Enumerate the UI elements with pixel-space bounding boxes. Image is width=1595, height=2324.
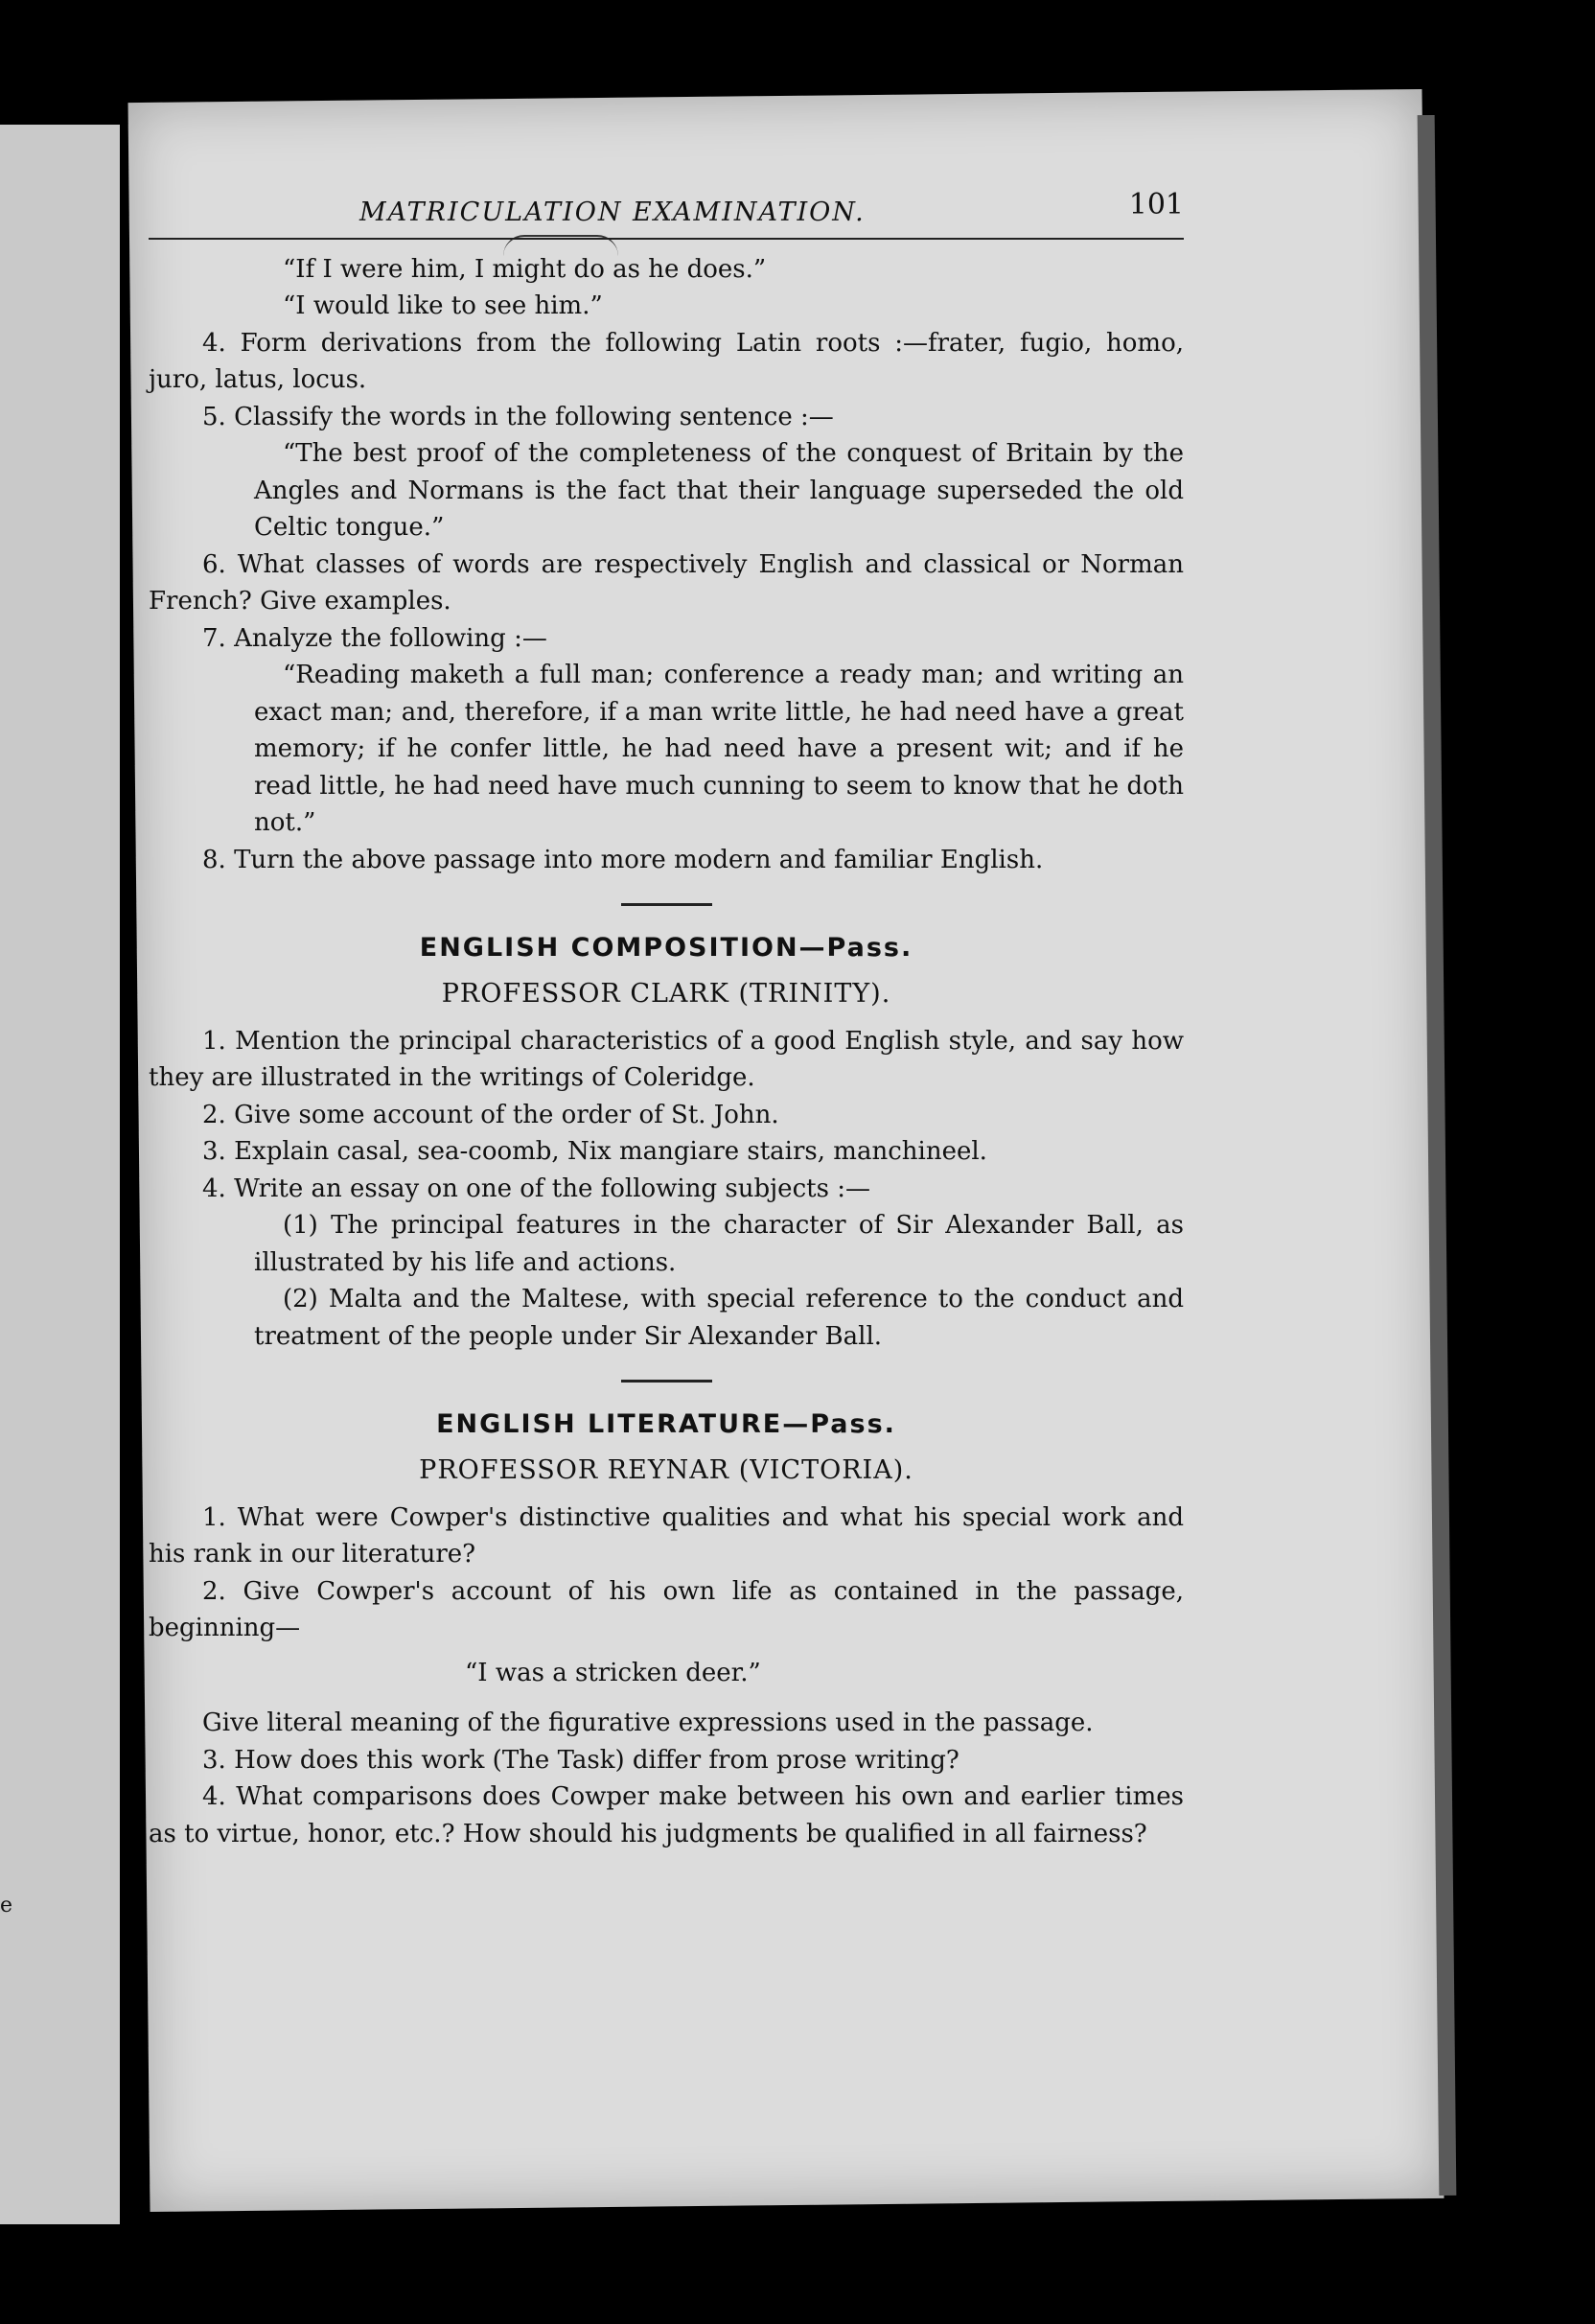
question-paragraph: 7. Analyze the following :— xyxy=(202,623,547,653)
section-divider xyxy=(621,903,712,906)
quoted-passage: “If I were him, I might do as he does.” xyxy=(283,255,767,284)
quoted-passage: “I would like to see him.” xyxy=(283,291,603,321)
question-paragraph: 4. What comparisons does Cowper make between his own and earlier times as to virtue, honor, etc.? How should his judgments be qualified in all fairness? xyxy=(149,1782,1184,1848)
quoted-line: “I was a stricken deer.” xyxy=(465,1658,761,1687)
essay-subject: (2) Malta and the Maltese, with special reference to the conduct and treatment of the people under Sir Alexander Ball. xyxy=(254,1285,1184,1351)
body-text xyxy=(149,251,1184,1852)
section-title: ENGLISH COMPOSITION—Pass. xyxy=(419,932,913,963)
section-title: ENGLISH LITERATURE—Pass. xyxy=(436,1409,896,1440)
question-paragraph: 3. Explain casal, sea-coomb, Nix mangiare stairs, manchineel. xyxy=(202,1137,987,1167)
question-paragraph: 4. Write an essay on one of the following subjects :— xyxy=(202,1174,870,1203)
running-header xyxy=(149,188,1184,240)
question-paragraph: 1. What were Cowper's distinctive qualities and what his special work and his rank in our literature? xyxy=(149,1503,1184,1569)
page-number: 101 xyxy=(1128,188,1184,221)
examiner-name: PROFESSOR CLARK (TRINITY). xyxy=(441,978,891,1009)
essay-subject: (1) The principal features in the character of Sir Alexander Ball, as illustrated by his life and actions. xyxy=(254,1211,1184,1277)
question-paragraph: 5. Classify the words in the following sentence :— xyxy=(202,402,834,431)
section-divider xyxy=(621,1380,712,1383)
question-paragraph: 2. Give Cowper's account of his own life as contained in the passage, beginning— xyxy=(149,1576,1184,1643)
question-paragraph: Give literal meaning of the figurative expressions used in the passage. xyxy=(202,1708,1094,1738)
quoted-passage: “Reading maketh a full man; conference a ready man; and writing an exact man; and, therefore, if a man write little, he had need have a great memory; if he confer little, he had need have a present wit; and if he read little, he had need have much cunning to seem to know that he doth not.” xyxy=(254,661,1184,838)
examiner-name: PROFESSOR REYNAR (VICTORIA). xyxy=(419,1455,913,1486)
question-paragraph: 6. What classes of words are respectively English and classical or Norman French? Give examples. xyxy=(149,549,1184,616)
left-page-fragment xyxy=(0,125,120,2224)
question-paragraph: 2. Give some account of the order of St. John. xyxy=(202,1100,779,1129)
question-paragraph: 3. How does this work (The Task) differ from prose writing? xyxy=(202,1745,959,1775)
question-paragraph: 1. Mention the principal characteristics of a good English style, and say how they are illustrated in the writings of Coleridge. xyxy=(149,1026,1184,1093)
left-page-stray-text: e xyxy=(0,1894,13,1917)
question-paragraph: 4. Form derivations from the following Latin roots :—frater, fugio, homo, juro, latus, locus. xyxy=(149,328,1184,395)
page-content xyxy=(149,188,1184,1852)
question-paragraph: 8. Turn the above passage into more modern and familiar English. xyxy=(202,845,1044,874)
running-title: MATRICULATION EXAMINATION. xyxy=(359,198,866,227)
quoted-passage: “The best proof of the completeness of the conquest of Britain by the Angles and Normans is the fact that their language superseded the old Celtic tongue.” xyxy=(254,439,1184,543)
